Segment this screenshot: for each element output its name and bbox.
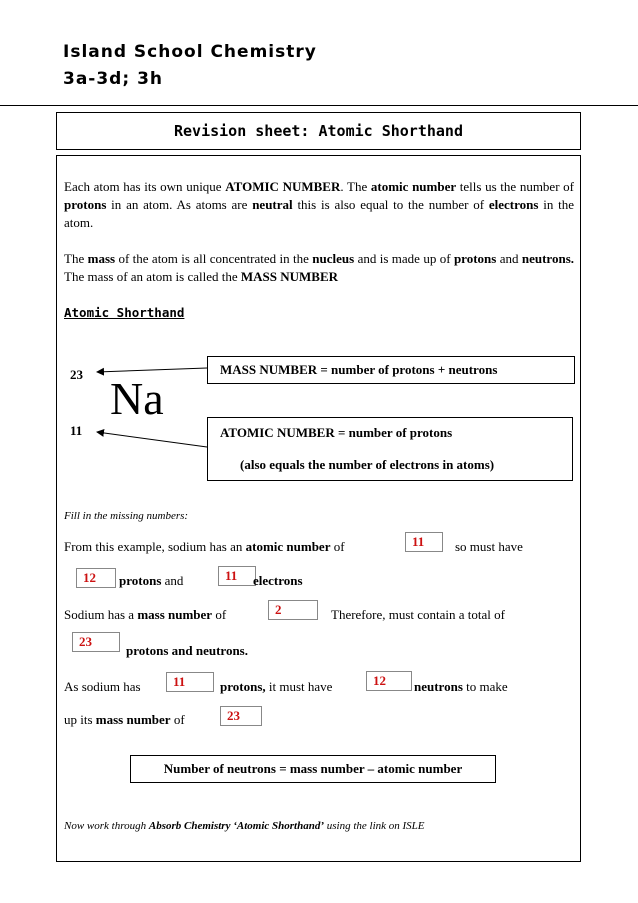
answer-mass-number[interactable]: 2 [268,600,318,620]
text-bold: MASS NUMBER [240,269,339,284]
text: of [170,712,185,727]
text-bold: atomic number [245,539,331,554]
exercise-line-1 [64,538,345,556]
text-bold: electrons [488,197,539,212]
header-classes: 3a-3d; 3h [63,69,164,89]
answer-total-particles[interactable]: 23 [72,632,120,652]
text-bold: electrons [253,573,303,588]
mass-number-label: MASS NUMBER = number of protons + neutrons [220,362,498,377]
text-bold: nucleus [312,251,355,266]
exercise-instruction: Fill in the missing numbers: [64,510,189,522]
answer-electrons[interactable]: 11 [218,566,256,586]
text-bold: mass [87,251,116,266]
text: tells us the number of [456,179,575,194]
exercise-line-5: As sodium has [64,679,141,694]
text: in an atom. As atoms are [106,197,253,212]
text-bold: neutrons. [521,251,575,266]
text: and [161,573,184,588]
text-bold: protons [64,197,107,212]
text-bold: protons and neutrons. [126,643,248,658]
text: Now work through [64,820,149,832]
atomic-number-value: 11 [70,423,83,438]
footer-instruction [64,820,425,832]
text: The [64,251,88,266]
exercise-line-3 [64,606,226,624]
text: The mass of an atom is called the [64,269,241,284]
exercise-line-5-end [414,678,508,696]
text: and is made up of [354,251,454,266]
exercise-line-4 [126,642,248,660]
exercise-line-3-end: Therefore, must contain a total of [331,607,505,622]
header-rule [0,105,638,106]
text: Sodium has a [64,607,138,622]
text-bold: Absorb Chemistry ‘Atomic Shorthand’ [148,820,324,832]
text: in the atom. [64,197,574,230]
element-symbol: Na [110,373,164,424]
page-title: Revision sheet: Atomic Shorthand [174,122,463,140]
text: to make [462,679,508,694]
text: and [496,251,522,266]
mass-number-label-box [207,356,575,384]
text: it must have [265,679,333,694]
text: of [330,539,345,554]
text: . The [340,179,371,194]
text: this is also equal to the number of [292,197,489,212]
text-bold: protons [453,251,497,266]
text: of [212,607,227,622]
exercise-line-1-end: so must have [455,539,523,554]
text: From this example, sodium has an [64,539,246,554]
intro-paragraph-2 [64,250,574,286]
title-box [56,112,581,150]
mass-number-value: 23 [70,367,83,382]
text-bold: protons, [220,679,266,694]
text: Each atom has its own unique [64,179,226,194]
answer-neutrons[interactable]: 12 [366,671,412,691]
text: up its [64,712,96,727]
answer-protons-2[interactable]: 11 [166,672,214,692]
atomic-number-note: (also equals the number of electrons in atoms) [240,457,495,472]
text-bold: mass number [95,712,171,727]
intro-paragraph-1 [64,178,574,232]
exercise-line-2-end [253,572,303,590]
atomic-number-label-box [207,417,573,481]
text-bold: protons [119,573,162,588]
text: of the atom is all concentrated in the [115,251,313,266]
answer-protons[interactable]: 12 [76,568,116,588]
text-bold: mass number [137,607,213,622]
answer-mass-number-2[interactable]: 23 [220,706,262,726]
text-bold: neutral [252,197,293,212]
header-school: Island School Chemistry [63,42,317,62]
exercise-line-2 [119,572,183,590]
text-bold: ATOMIC NUMBER [225,179,341,194]
shorthand-heading: Atomic Shorthand [64,305,185,320]
text-bold: atomic number [370,179,457,194]
text: using the link on ISLE [323,820,425,832]
exercise-line-5-mid [220,678,332,696]
atomic-number-label: ATOMIC NUMBER = number of protons [220,425,453,440]
exercise-line-6 [64,711,185,729]
text-bold: neutrons [414,679,463,694]
answer-atomic-number[interactable]: 11 [405,532,443,552]
neutron-formula: Number of neutrons = mass number – atomic number [130,755,496,783]
